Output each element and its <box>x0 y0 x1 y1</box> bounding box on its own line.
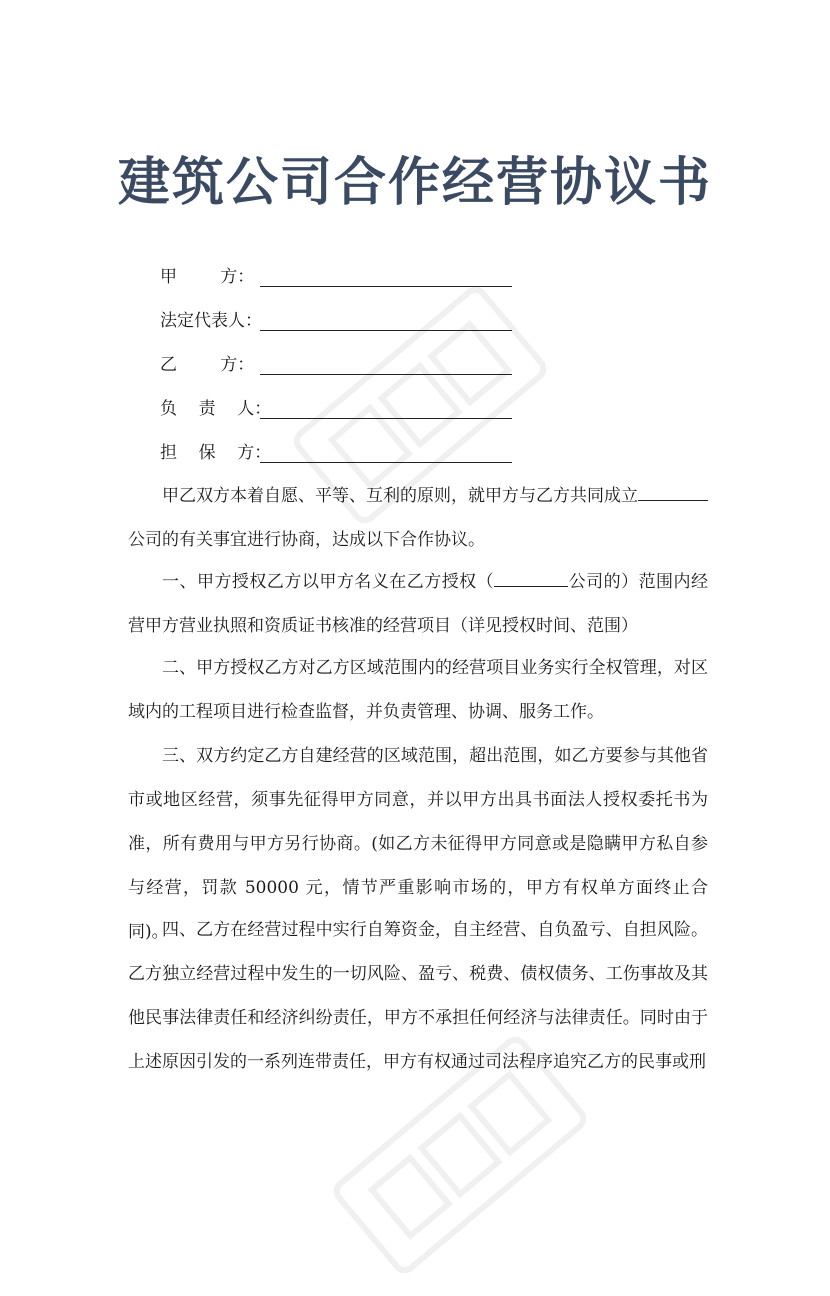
field-legal-representative <box>160 308 512 334</box>
clause-1-text-2: 公司的）范围内经营甲方营业执照和资质证书核准的经营项目（详见授权时间、范围） <box>128 572 709 636</box>
field-party-a <box>160 264 512 290</box>
blank-line[interactable] <box>260 308 512 331</box>
field-label: 担 保 方： <box>160 443 272 463</box>
blank-line[interactable] <box>260 440 512 463</box>
clause-3: 三、双方约定乙方自建经营的区域范围，超出范围，如乙方要参与其他省市或地区经营，须事先征得甲方同意，并以甲方出具书面法人授权委托书为准，所有费用与甲方另行协商。(如乙方未征得甲方同意或是隐瞒甲方私自参与经营，罚款 50000 元，情节严重影响市场的，甲方有权单方面终止合同)。 <box>128 746 708 942</box>
intro-paragraph <box>128 474 708 562</box>
field-guarantor <box>160 440 512 466</box>
clause-1-text-1: 一、甲方授权乙方以甲方名义在乙方授权（ <box>162 572 495 592</box>
page-title: 建筑公司合作经营协议书 <box>117 152 712 213</box>
field-person-in-charge <box>160 396 512 422</box>
field-label: 甲 方： <box>160 267 255 287</box>
blank-line[interactable] <box>260 352 512 375</box>
clause-1 <box>128 560 708 648</box>
blank-line[interactable] <box>260 396 512 419</box>
clause-2: 二、甲方授权乙方对乙方区域范围内的经营项目业务实行全权管理，对区域内的工程项目进行检查监督，并负责管理、协调、服务工作。 <box>128 658 708 722</box>
field-label: 负 责 人： <box>160 399 272 419</box>
field-label: 乙 方： <box>160 355 255 375</box>
field-label: 法定代表人： <box>160 311 262 331</box>
blank-line[interactable] <box>638 480 708 501</box>
blank-line[interactable] <box>494 566 568 587</box>
field-party-b <box>160 352 512 378</box>
intro-text-2: 公司的有关事宜进行协商，达成以下合作协议。 <box>128 530 485 550</box>
blank-line[interactable] <box>260 264 512 287</box>
clause-4: 四、乙方在经营过程中实行自筹资金，自主经营、自负盈亏、自担风险。乙方独立经营过程中发生的一切风险、盈亏、税费、债权债务、工伤事故及其他民事法律责任和经济纠纷责任，甲方不承担任何经济与法律责任。同时由于上述原因引发的一系列连带责任，甲方有权通过司法程序追究乙方的民事或刑 <box>128 920 708 1072</box>
intro-text-1: 甲乙双方本着自愿、平等、互利的原则，就甲方与乙方共同成立 <box>162 486 638 506</box>
